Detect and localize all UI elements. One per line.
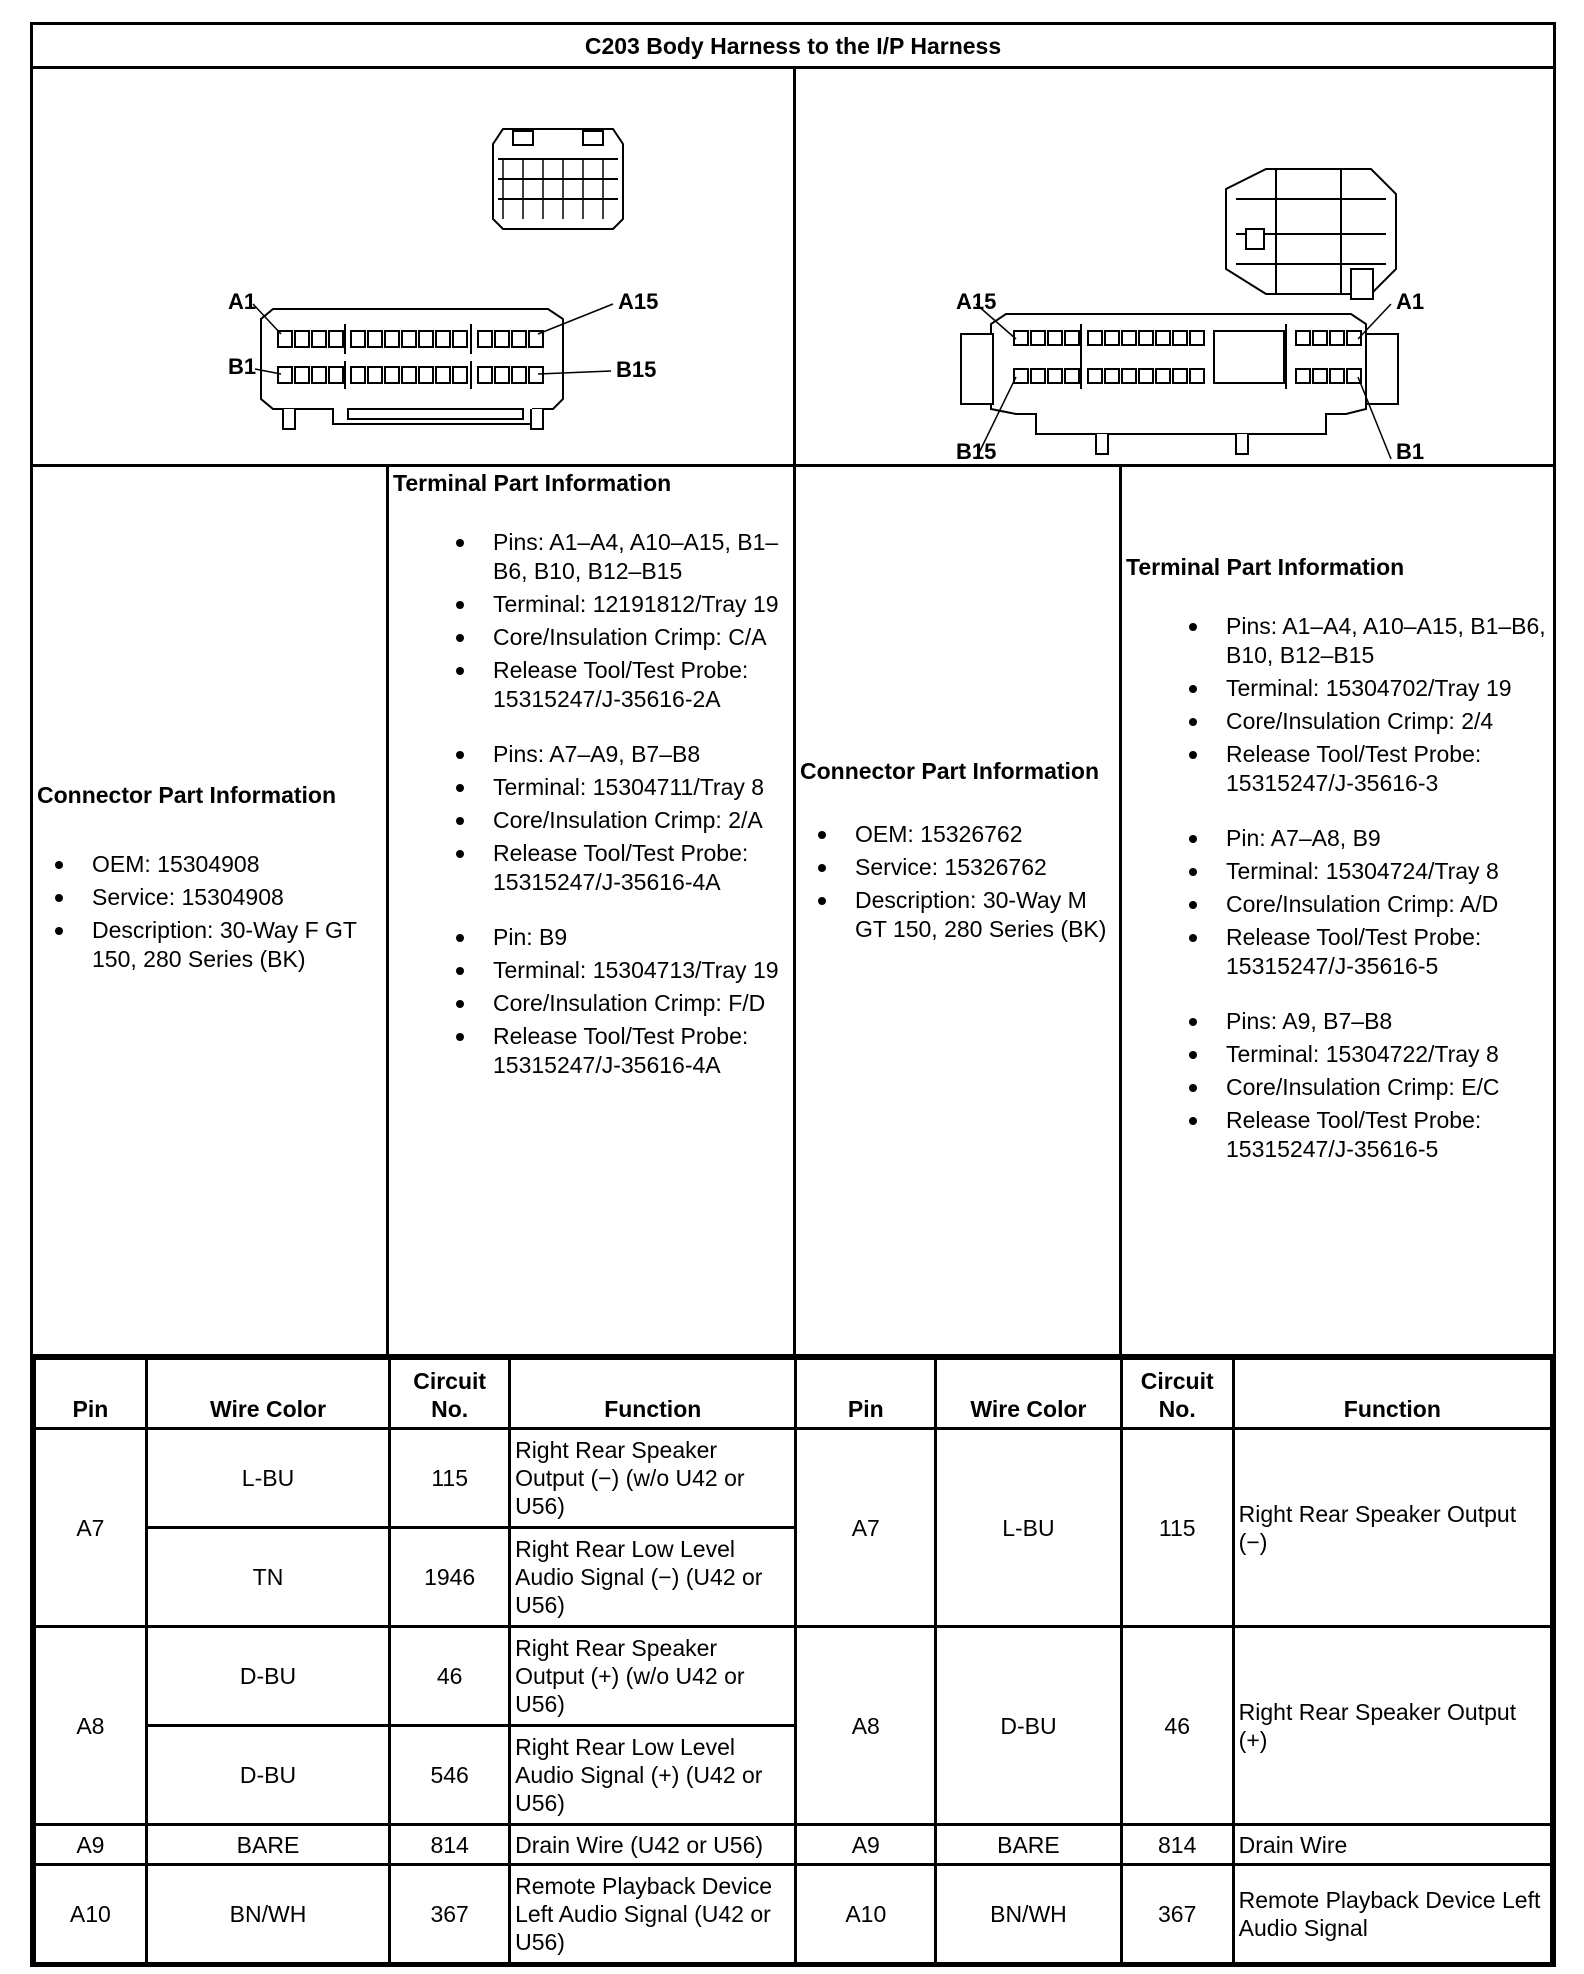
connector-face-right [961,314,1398,454]
pin-label-a1-right: A1 [1396,289,1425,314]
list-item: Pins: A7–A9, B7–B8 [438,740,788,769]
function-cell: Right Rear Speaker Output (−) [1233,1429,1551,1627]
list-item: Terminal: 15304724/Tray 8 [1171,857,1548,886]
connector-3d-view-left [493,129,623,229]
pin-cell: A10 [35,1865,147,1964]
wire-color-cell: L-BU [146,1429,389,1528]
connector-info-heading: Connector Part Information [800,758,1100,784]
pin-label-a15: A15 [618,289,659,314]
pin-cell: A9 [796,1825,936,1865]
header-wire-color: Wire Color [146,1359,389,1429]
list-item: Description: 30-Way F GT 150, 280 Series (BK) [37,916,382,974]
header-pin: Pin [35,1359,147,1429]
row-b-cavities [278,367,543,383]
list-item: Release Tool/Test Probe: 15315247/J-35616-4A [438,839,788,897]
male-connector-illustration [796,69,1550,464]
list-item: OEM: 15326762 [800,820,1116,849]
page-title: C203 Body Harness to the I/P Harness [33,25,1553,69]
function-cell: Remote Playback Device Left Audio Signal (U42 or U56) [510,1865,796,1964]
connector-3d-view-right [1226,169,1396,299]
right-terminal-part-info [1122,467,1553,1357]
header-function: Function [1233,1359,1551,1429]
pin-label-a15-right: A15 [956,289,997,314]
header-function: Function [510,1359,796,1429]
function-cell: Right Rear Speaker Output (−) (w/o U42 or U56) [510,1429,796,1528]
terminal-group-1 [438,528,788,714]
wire-color-cell: BN/WH [146,1865,389,1964]
circuit-cell: 115 [1121,1429,1233,1627]
wire-color-cell: L-BU [936,1429,1122,1627]
table-row [35,1865,1552,1964]
pin-label-b1-right: B1 [1396,439,1425,464]
list-item: Core/Insulation Crimp: C/A [438,623,788,652]
female-connector-illustration [33,69,793,464]
connector-info-list [37,850,382,974]
wire-color-cell: BARE [936,1825,1122,1865]
function-cell: Drain Wire (U42 or U56) [510,1825,796,1865]
list-item: Core/Insulation Crimp: E/C [1171,1073,1548,1102]
header-circuit-no: Circuit No. [1121,1359,1233,1429]
left-terminal-part-info [389,467,796,1357]
wire-color-cell: BN/WH [936,1865,1122,1964]
function-cell: Remote Playback Device Left Audio Signal [1233,1865,1551,1964]
left-connector-part-info [33,467,389,1357]
list-item: Release Tool/Test Probe: 15315247/J-35616-3 [1171,740,1548,798]
table-row [35,1627,1552,1726]
connector-sheet [30,22,1556,1967]
pin-cell: A10 [796,1865,936,1964]
row-a-cavities [278,331,543,347]
circuit-cell: 546 [390,1726,510,1825]
list-item: OEM: 15304908 [37,850,382,879]
wire-color-cell: TN [146,1528,389,1627]
list-item: Terminal: 15304722/Tray 8 [1171,1040,1548,1069]
circuit-cell: 814 [1121,1825,1233,1865]
function-cell: Right Rear Low Level Audio Signal (+) (U42 or U56) [510,1726,796,1825]
terminal-group-3 [1171,1007,1548,1164]
terminal-group-1 [1171,612,1548,798]
wire-color-cell: D-BU [936,1627,1122,1825]
circuit-cell: 115 [390,1429,510,1528]
list-item: Pins: A1–A4, A10–A15, B1–B6, B10, B12–B15 [1171,612,1548,670]
list-item: Pin: B9 [438,923,788,952]
table-row [35,1429,1552,1528]
list-item: Pin: A7–A8, B9 [1171,824,1548,853]
list-item: Core/Insulation Crimp: 2/4 [1171,707,1548,736]
terminal-info-heading: Terminal Part Information [1126,554,1405,580]
right-connector-part-info [796,467,1122,1357]
list-item: Release Tool/Test Probe: 15315247/J-35616-2A [438,656,788,714]
list-item: Core/Insulation Crimp: 2/A [438,806,788,835]
list-item: Terminal: 12191812/Tray 19 [438,590,788,619]
connector-face-left [261,309,563,429]
list-item: Terminal: 15304711/Tray 8 [438,773,788,802]
list-item: Core/Insulation Crimp: F/D [438,989,788,1018]
list-item: Service: 15326762 [800,853,1116,882]
pin-cell: A7 [796,1429,936,1627]
pin-cell: A8 [796,1627,936,1825]
list-item: Description: 30-Way M GT 150, 280 Series (BK) [800,886,1116,944]
circuit-cell: 814 [390,1825,510,1865]
terminal-group-3 [438,923,788,1080]
wire-color-cell: BARE [146,1825,389,1865]
function-cell: Right Rear Speaker Output (+) (w/o U42 or U56) [510,1627,796,1726]
circuit-cell: 46 [390,1627,510,1726]
list-item: Service: 15304908 [37,883,382,912]
terminal-group-2 [438,740,788,897]
pin-label-b15-right: B15 [956,439,997,464]
pin-cell: A9 [35,1825,147,1865]
left-connector-diagram [33,69,796,467]
list-item: Terminal: 15304713/Tray 19 [438,956,788,985]
wire-color-cell: D-BU [146,1726,389,1825]
list-item: Terminal: 15304702/Tray 19 [1171,674,1548,703]
pin-label-b1: B1 [228,354,257,379]
connector-info-heading: Connector Part Information [37,782,337,808]
right-connector-diagram [796,69,1553,467]
connector-info-list [800,820,1116,944]
header-pin: Pin [796,1359,936,1429]
pin-cell: A7 [35,1429,147,1627]
pin-label-b15: B15 [616,357,657,382]
function-cell: Right Rear Low Level Audio Signal (−) (U42 or U56) [510,1528,796,1627]
circuit-cell: 367 [1121,1865,1233,1964]
circuit-cell: 46 [1121,1627,1233,1825]
row-a-pins [1014,331,1361,345]
list-item: Core/Insulation Crimp: A/D [1171,890,1548,919]
terminal-group-2 [1171,824,1548,981]
table-header-row [35,1359,1552,1429]
wire-color-cell: D-BU [146,1627,389,1726]
circuit-cell: 367 [390,1865,510,1964]
circuit-cell: 1946 [390,1528,510,1627]
header-wire-color: Wire Color [936,1359,1122,1429]
pin-table [33,1357,1553,1965]
terminal-info-heading: Terminal Part Information [393,470,672,496]
header-circuit-no: Circuit No. [390,1359,510,1429]
list-item: Pins: A1–A4, A10–A15, B1–B6, B10, B12–B15 [438,528,788,586]
pin-cell: A8 [35,1627,147,1825]
list-item: Pins: A9, B7–B8 [1171,1007,1548,1036]
table-row [35,1825,1552,1865]
list-item: Release Tool/Test Probe: 15315247/J-35616-4A [438,1022,788,1080]
list-item: Release Tool/Test Probe: 15315247/J-35616-5 [1171,923,1548,981]
pin-label-a1: A1 [228,289,257,314]
function-cell: Drain Wire [1233,1825,1551,1865]
list-item: Release Tool/Test Probe: 15315247/J-35616-5 [1171,1106,1548,1164]
row-b-pins [1014,369,1361,383]
function-cell: Right Rear Speaker Output (+) [1233,1627,1551,1825]
